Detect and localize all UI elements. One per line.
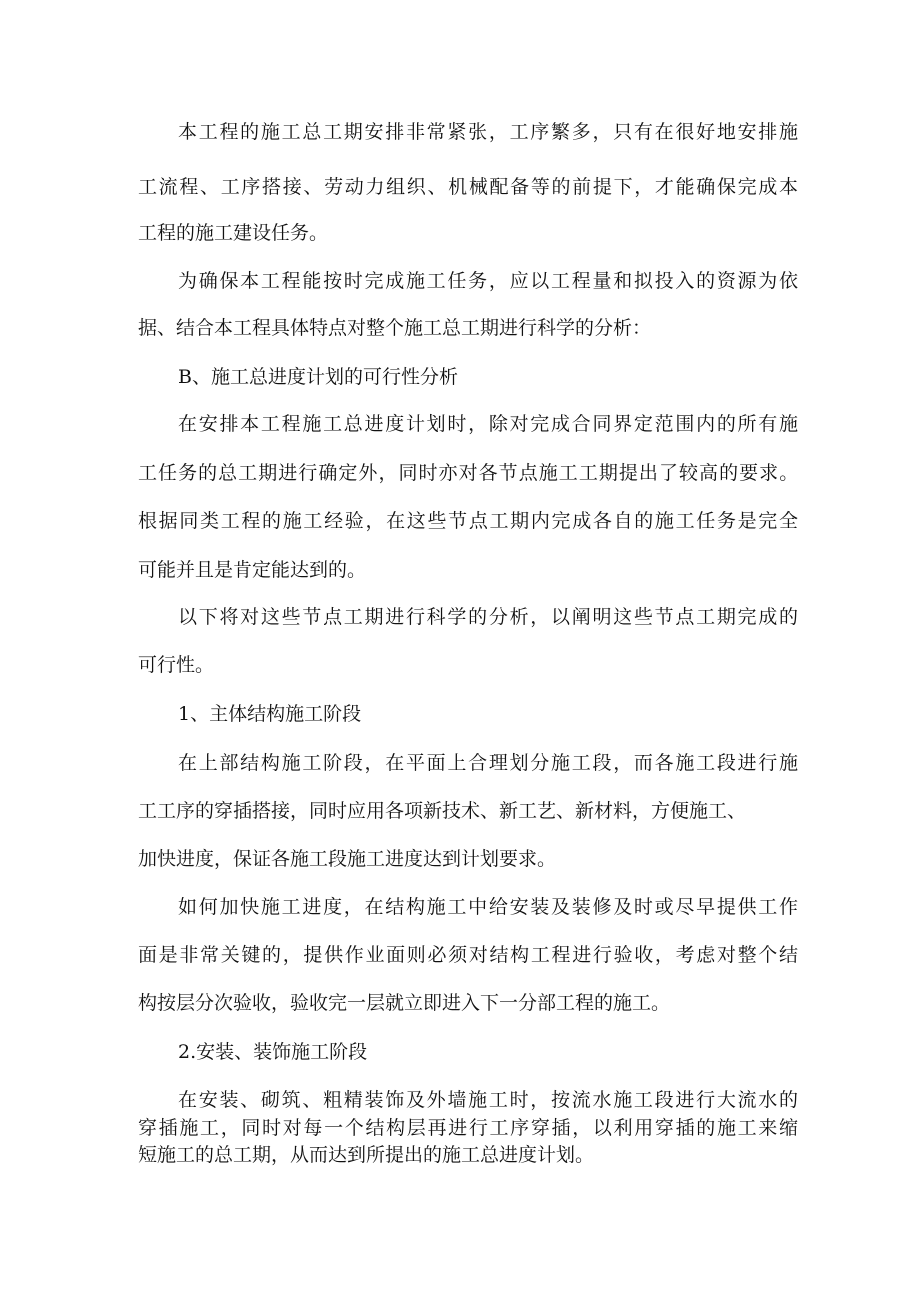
paragraph-line: 以下将对这些节点工期进行科学的分析，以阐明这些节点工期完成的 [178,606,798,628]
paragraph-line: 为确保本工程能按时完成施工任务，应以工程量和拟投入的资源为依 [178,270,798,292]
paragraph-line: 加快进度，保证各施工段施工进度达到计划要求。 [138,848,557,870]
paragraph-line: 工程的施工建设任务。 [138,222,329,244]
paragraph-line: 在安装、砌筑、粗精装饰及外墙施工时，按流水施工段进行大流水的 [178,1089,798,1111]
paragraph-line: 如何加快施工进度，在结构施工中给安装及装修及时或尽早提供工作 [178,896,798,918]
section-heading: B、施工总进度计划的可行性分析 [178,366,458,388]
paragraph-line: 根据同类工程的施工经验，在这些节点工期内完成各自的施工任务是完全 [138,510,798,532]
paragraph-line: 面是非常关键的，提供作业面则必须对结构工程进行验收，考虑对整个结 [138,944,798,966]
paragraph-line: 工任务的总工期进行确定外，同时亦对各节点施工工期提出了较高的要求。 [138,462,798,484]
paragraph-line: 工工序的穿插搭接，同时应用各项新技术、新工艺、新材料，方便施工、 [138,800,747,822]
paragraph-line: 在安排本工程施工总进度计划时，除对完成合同界定范围内的所有施 [178,413,798,435]
paragraph-line: 构按层分次验收，验收完一层就立即进入下一分部工程的施工。 [138,992,671,1014]
paragraph-line: 工流程、工序搭接、劳动力组织、机械配备等的前提下，才能确保完成本 [138,176,798,198]
paragraph-line: 可行性。 [138,654,215,676]
paragraph-line: 据、结合本工程具体特点对整个施工总工期进行科学的分析： [138,317,652,339]
paragraph-line: 穿插施工，同时对每一个结构层再进行工序穿插，以利用穿插的施工来缩 [138,1117,798,1139]
paragraph-line: 本工程的施工总工期安排非常紧张，工序繁多，只有在很好地安排施 [178,121,798,143]
paragraph-line: 可能并且是肯定能达到的。 [138,559,367,581]
paragraph-line: 短施工的总工期，从而达到所提出的施工总进度计划。 [138,1144,595,1166]
paragraph-line: 在上部结构施工阶段，在平面上合理划分施工段，而各施工段进行施 [178,752,798,774]
section-heading: 2.安装、装饰施工阶段 [178,1041,368,1063]
section-heading: 1、主体结构施工阶段 [178,703,362,725]
